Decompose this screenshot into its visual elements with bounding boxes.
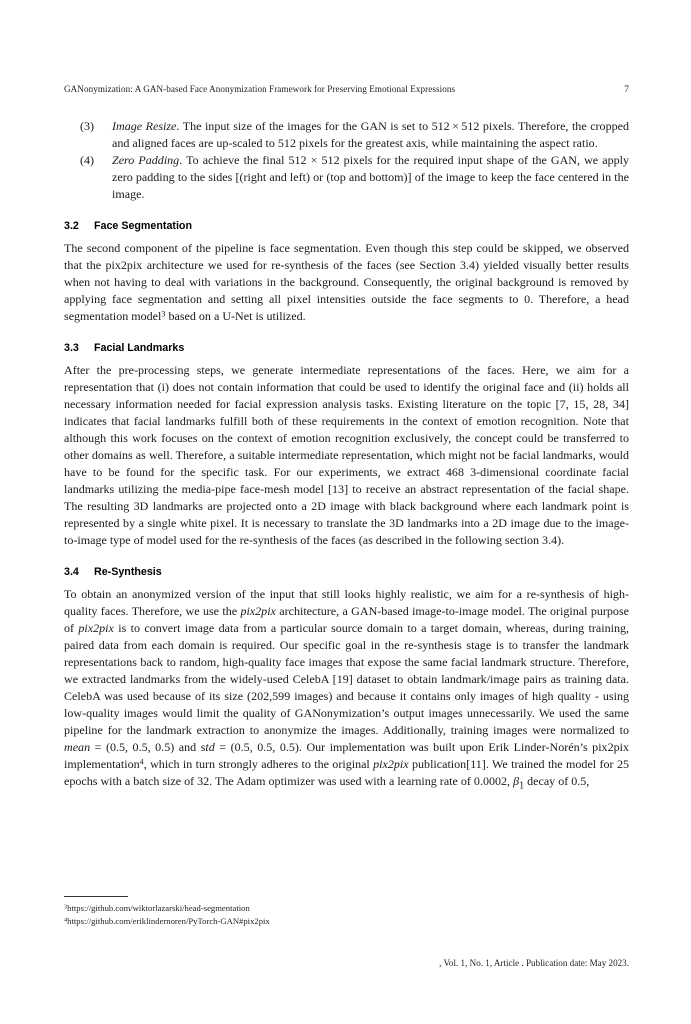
footnote-area — [64, 896, 629, 927]
math-beta-subscript: 1 — [519, 780, 525, 792]
footnote-4 — [64, 915, 629, 928]
text-column — [64, 118, 629, 794]
spacer — [64, 203, 629, 220]
paragraph-text-cont: based on a U-Net is utilized. — [165, 309, 306, 323]
footnote-url[interactable]: https://github.com/wiktorlazarski/head-segmentation — [67, 903, 250, 913]
footnote-marker: 3 — [64, 903, 68, 911]
math-std-td: td — [205, 740, 215, 754]
list-item-text: . The input size of the images for the GAN is set to 512 × 512 pixels. Therefore, the cropped and aligned faces are up-scaled to 512 pixels for the greatest axis, while maintaining the aspect ratio. — [112, 119, 629, 150]
spacer — [64, 549, 629, 566]
section-number: 3.2 — [64, 220, 79, 232]
paragraph-face-segmentation — [64, 240, 629, 325]
list-item-term: Image Resize — [112, 119, 177, 133]
spacer — [64, 325, 629, 342]
list-item-term: Zero Padding — [112, 153, 180, 167]
section-heading-3-3 — [64, 342, 629, 354]
footnote-3 — [64, 902, 629, 915]
list-item-marker: (3) — [80, 119, 95, 133]
paragraph-re-synthesis — [64, 586, 629, 794]
page-number: 7 — [624, 85, 629, 95]
footnote-ref-4[interactable]: 4 — [139, 757, 144, 767]
paragraph-text: = (0.5, 0.5, 0.5) and — [90, 740, 201, 754]
paragraph-text: , which in turn strongly adheres to the original — [143, 757, 374, 771]
math-mean: mean — [64, 740, 91, 754]
list-item — [80, 152, 629, 203]
emphasis-pix2pix: pix2pix — [373, 757, 409, 771]
spacer — [64, 578, 629, 586]
math-std-s: s — [200, 740, 206, 754]
math-beta: β — [513, 774, 520, 788]
list-item-marker: (4) — [80, 153, 95, 167]
paragraph-text: The second component of the pipeline is face segmentation. Even though this step could be skipped, we observed that the pix2pix architecture we used for re-synthesis of the faces (see Section 3.4) yielded visually better results when not having to deal with variations in the background. Consequently, the original background is removed by applying face segmentation and setting all pixel intensities outside the face segments to 0. Therefore, a head segmentation model — [64, 241, 629, 323]
spacer — [64, 232, 629, 240]
list-item-text: . To achieve the final 512 × 512 pixels for the required input shape of the GAN, we apply zero padding to the sides [(right and left) or (top and bottom)] of the image to keep the face centered in the image. — [112, 153, 629, 201]
paragraph-text: To obtain an anonymized version of the input that still looks highly realistic, we aim for a re-synthesis of high-quality faces. Therefore, we use the — [64, 587, 629, 618]
running-header-title: GANonymization: A GAN-based Face Anonymization Framework for Preserving Emotional Expressions — [64, 84, 456, 94]
paragraph-text: is to convert image data from a particular source domain to a target domain, whereas, during training, paired data from each domain is required. Our specific goal in the re-synthesis stage is to transfer the landmark representations back to random, high-quality face images that expose the same facial landmark structure. Therefore, we extracted landmarks from the widely-used CelebA [19] dataset to obtain landmark/image pairs as training data. CelebA was used because of its size (202,599 images) and because it contains only images of high quality - using low-quality images would limit the quality of GANonymization’s output images unnecessarily. We used the same pipeline for the landmark extraction to anonymize the images. Additionally, training images were normalized to — [64, 621, 630, 737]
footnote-marker: 4 — [64, 916, 68, 924]
running-footer: , Vol. 1, No. 1, Article . Publication date: May 2023. — [439, 958, 629, 968]
emphasis-pix2pix: pix2pix — [240, 604, 276, 618]
section-number: 3.3 — [64, 342, 79, 354]
paragraph-facial-landmarks: After the pre-processing steps, we generate intermediate representations of the faces. Here, we aim for a representation that (i) does not contain information that could be used to identify the original face and (ii) holds all necessary information needed for facial expression analysis tasks. Existing literature on the topic [7, 15, 28, 34] indicates that facial landmarks fulfill both of these requirements in the context of emotion recognition. Note that although this work focuses on the context of emotion recognition exclusively, the concept could be transferred to other domains as well. Therefore, a suitable intermediate representation, which might not be facial landmarks, would have to be found for the specific task. For our experiments, we extract 468 3-dimensional coordinate facial landmarks utilizing the media-pipe face-mesh model [13] to receive an abstract representation of the facial shape. The resulting 3D landmarks are projected onto a 2D image with black background where each landmark point is represented by a single white pixel. It is necessary to translate the 3D landmarks into a 2D image due to the image-to-image type of model used for the re-synthesis of the faces (as described in the following section 3.4). — [64, 363, 629, 547]
section-heading-3-4 — [64, 566, 629, 578]
spacer — [64, 354, 629, 362]
paragraph-text: = (0.5, 0.5, 0.5). Our implementation was built upon Erik Linder-Norén’s pix2pix implementation — [64, 740, 629, 771]
running-header — [64, 84, 629, 95]
footnote-url[interactable]: https://github.com/eriklindernoren/PyTorch-GAN#pix2pix — [67, 915, 270, 926]
section-title: Re-Synthesis — [94, 566, 162, 578]
section-number: 3.4 — [64, 566, 79, 578]
section-title: Face Segmentation — [94, 220, 192, 232]
section-title: Facial Landmarks — [94, 342, 185, 354]
list-item — [80, 118, 629, 152]
section-heading-3-2 — [64, 220, 629, 232]
paragraph-text: architecture, a GAN-based image-to-image model. The original purpose of — [64, 604, 629, 635]
footnote-ref-3[interactable]: 3 — [161, 309, 166, 319]
footnote-separator-rule — [64, 896, 128, 897]
paragraph-text: publication[11]. We trained the model for 25 epochs with a batch size of 32. The Adam optimizer was used with a learning rate of 0.0002, — [64, 757, 629, 788]
emphasis-pix2pix: pix2pix — [78, 621, 114, 635]
paragraph-text: decay of 0.5, — [524, 774, 590, 788]
numbered-list — [64, 118, 629, 203]
